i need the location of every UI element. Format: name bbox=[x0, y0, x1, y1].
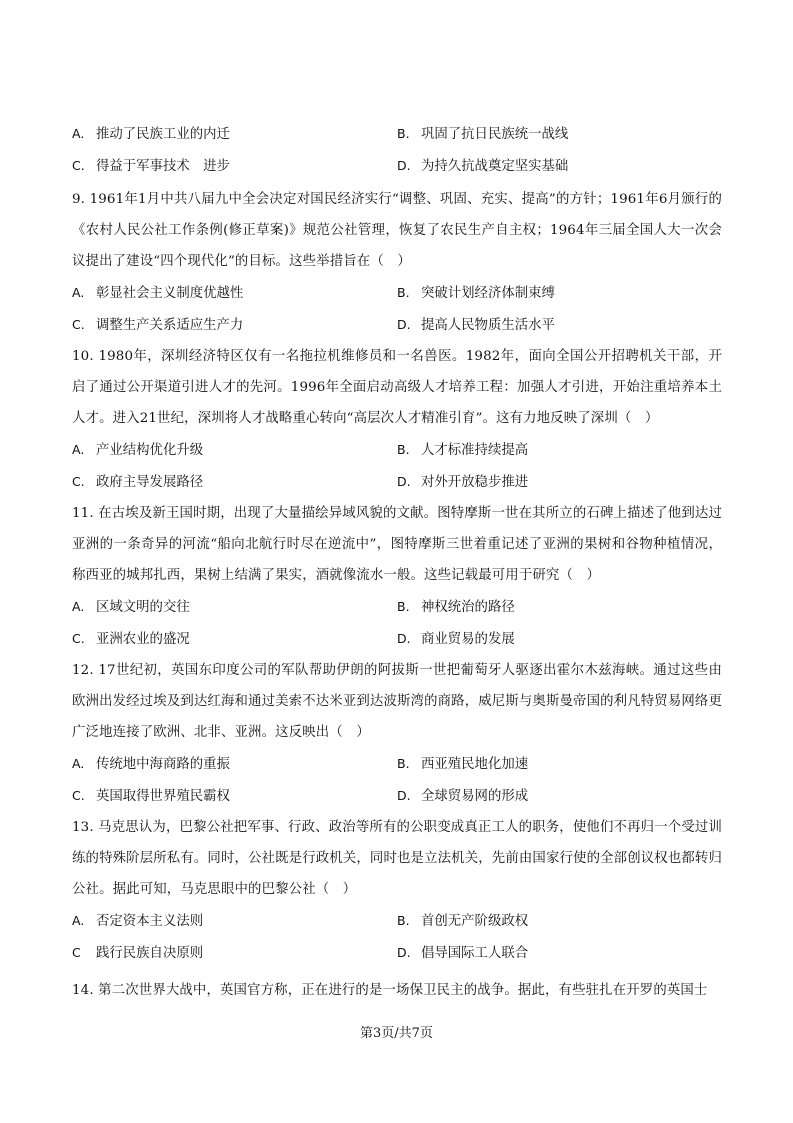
q11-options bbox=[72, 591, 722, 655]
q13-option-c[interactable]: C 践行民族自决原则 bbox=[72, 945, 204, 961]
exam-page-content bbox=[72, 118, 722, 1006]
q10-option-d[interactable]: D. 对外开放稳步推进 bbox=[397, 474, 529, 490]
q11-stem: 11. 在古埃及新王国时期，出现了大量描绘异域风貌的文献。图特摩斯一世在其所立的石碑上描述了他到达过亚洲的一条奇异的河流“船向北航行时尽在逆流中”，图特摩斯三世着重记述了亚洲的果树和谷物种植情况，称西亚的城邦扎西，果树上结满了果实，酒就像流水一般。这些记载最可用于研究（ ） bbox=[72, 506, 722, 583]
q9-stem: 9. 1961年1月中共八届九中全会决定对国民经济实行“调整、巩固、充实、提高”的方针；1961年6月颁行的《农村人民公社工作条例(修正草案)》规范公社管理，恢复了农民生产自主权；1964年三届全国人大一次会议提出了建设“四个现代化”的目标。这些举措旨在（ ） bbox=[72, 192, 722, 269]
q13-options bbox=[72, 905, 722, 969]
q9-option-d[interactable]: D. 提高人民物质生活水平 bbox=[397, 317, 555, 333]
q8-option-b[interactable]: B. 巩固了抗日民族统一战线 bbox=[397, 126, 569, 142]
q10-option-a[interactable]: A. 产业结构优化升级 bbox=[72, 442, 204, 458]
q12-options bbox=[72, 748, 722, 812]
q8-option-c[interactable]: C. 得益于军事技术 进步 bbox=[72, 158, 230, 174]
q10-option-b[interactable]: B. 人才标准持续提高 bbox=[397, 442, 529, 458]
q10-stem: 10. 1980年，深圳经济特区仅有一名拖拉机维修员和一名兽医。1982年，面向全国公开招聘机关干部，开启了通过公开渠道引进人才的先河。1996年全面启动高级人才培养工程：加强人才引进，开始注重培养本土人才。进入21世纪，深圳将人才战略重心转向“高层次人才精准引育”。这有力地反映了深圳（ ） bbox=[72, 349, 722, 426]
q9-option-c[interactable]: C. 调整生产关系适应生产力 bbox=[72, 317, 244, 333]
q9-option-b[interactable]: B. 突破计划经济体制束缚 bbox=[397, 285, 555, 301]
q11-option-c[interactable]: C. 亚洲农业的盛况 bbox=[72, 631, 190, 647]
q12-stem: 12. 17世纪初，英国东印度公司的军队帮助伊朗的阿拔斯一世把葡萄牙人驱逐出霍尔木兹海峡。通过这些由欧洲出发经过埃及到达红海和通过美索不达米亚到达波斯湾的商路，威尼斯与奥斯曼帝国的利凡特贸易网络更广泛地连接了欧洲、北非、亚洲。这反映出（ ） bbox=[72, 663, 722, 740]
q9-option-a[interactable]: A. 彰显社会主义制度优越性 bbox=[72, 285, 244, 301]
q10-options bbox=[72, 434, 722, 498]
q11-option-a[interactable]: A. 区域文明的交往 bbox=[72, 599, 190, 615]
q12-option-c[interactable]: C. 英国取得世界殖民霸权 bbox=[72, 788, 230, 804]
q13-option-d[interactable]: D. 倡导国际工人联合 bbox=[397, 945, 529, 961]
q8-options bbox=[72, 118, 722, 182]
q11-option-b[interactable]: B. 神权统治的路径 bbox=[397, 599, 515, 615]
q12-option-d[interactable]: D. 全球贸易网的形成 bbox=[397, 788, 529, 804]
q10-option-c[interactable]: C. 政府主导发展路径 bbox=[72, 474, 204, 490]
q13-option-a[interactable]: A. 否定资本主义法则 bbox=[72, 913, 204, 929]
q8-option-a[interactable]: A. 推动了民族工业的内迁 bbox=[72, 126, 230, 142]
page-number-footer: 第3页/共7页 bbox=[360, 1026, 433, 1041]
q12-option-b[interactable]: B. 西亚殖民地化加速 bbox=[397, 756, 529, 772]
q13-stem: 13. 马克思认为，巴黎公社把军事、行政、政治等所有的公职变成真正工人的职务，使他们不再归一个受过训练的特殊阶层所私有。同时，公社既是行政机关，同时也是立法机关，先前由国家行使的全部创议权也都转归公社。据此可知，马克思眼中的巴黎公社（ ） bbox=[72, 820, 722, 897]
q12-option-a[interactable]: A. 传统地中海商路的重振 bbox=[72, 756, 230, 772]
q11-option-d[interactable]: D. 商业贸易的发展 bbox=[397, 631, 515, 647]
q13-option-b[interactable]: B. 首创无产阶级政权 bbox=[397, 913, 529, 929]
q9-options bbox=[72, 277, 722, 341]
q8-option-d[interactable]: D. 为持久抗战奠定坚实基础 bbox=[397, 158, 569, 174]
q14-stem: 14. 第二次世界大战中，英国官方称，正在进行的是一场保卫民主的战争。据此，有些驻扎在开罗的英国士 bbox=[72, 983, 708, 998]
